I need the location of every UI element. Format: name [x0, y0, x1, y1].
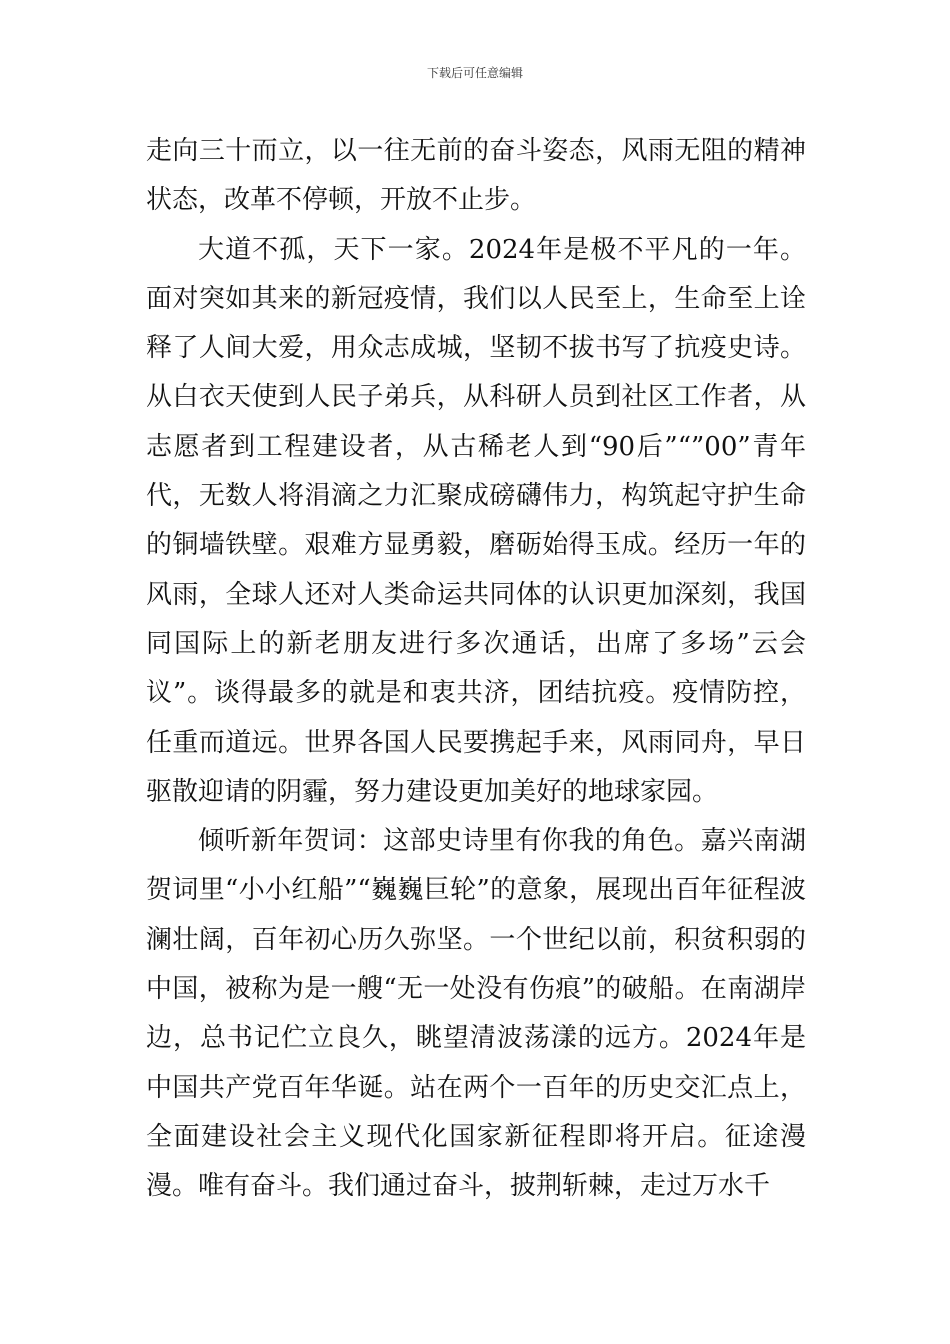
- paragraph-new-year-address: 倾听新年贺词：这部史诗里有你我的角色。嘉兴南湖贺词里“小小红船”“巍巍巨轮”的意象，展现出百年征程波澜壮阔，百年初心历久弥坚。一个世纪以前，积贫积弱的中国，被称为是一艘“无一处没有伤痕”的破船。在南湖岸边，总书记伫立良久，眺望清波荡漾的远方。2024年是中国共产党百年华诞。站在两个一百年的历史交汇点上，全面建设社会主义现代化国家新征程即将开启。征途漫漫。唯有奋斗。我们通过奋斗，披荆斩棘，走过万水千: [146, 826, 806, 1202]
- paragraph-world-unity: 大道不孤，天下一家。2024年是极不平凡的一年。面对突如其来的新冠疫情，我们以人民至上，生命至上诠释了人间大爱，用众志成城，坚韧不拔书写了抗疫史诗。从白衣天使到人民子弟兵，从科研人员到社区工作者，从志愿者到工程建设者，从古稀老人到“90后”“”00”青年代，无数人将涓滴之力汇聚成磅礴伟力，构筑起守护生命的铜墙铁壁。艰难方显勇毅，磨砺始得玉成。经历一年的风雨，全球人还对人类命运共同体的认识更加深刻，我国同国际上的新老朋友进行多次通话，出席了多场”云会议”。谈得最多的就是和衷共济，团结抗疫。疫情防控，任重而道远。世界各国人民要携起手来，风雨同舟，早日驱散迎请的阴霾，努力建设更加美好的地球家园。: [146, 234, 806, 807]
- document-body: [146, 127, 806, 1212]
- page-header: 下载后可任意编辑: [426, 66, 523, 80]
- paragraph-continuation: 走向三十而立，以一往无前的奋斗姿态，风雨无阻的精神状态，改革不停顿，开放不止步。: [146, 136, 806, 216]
